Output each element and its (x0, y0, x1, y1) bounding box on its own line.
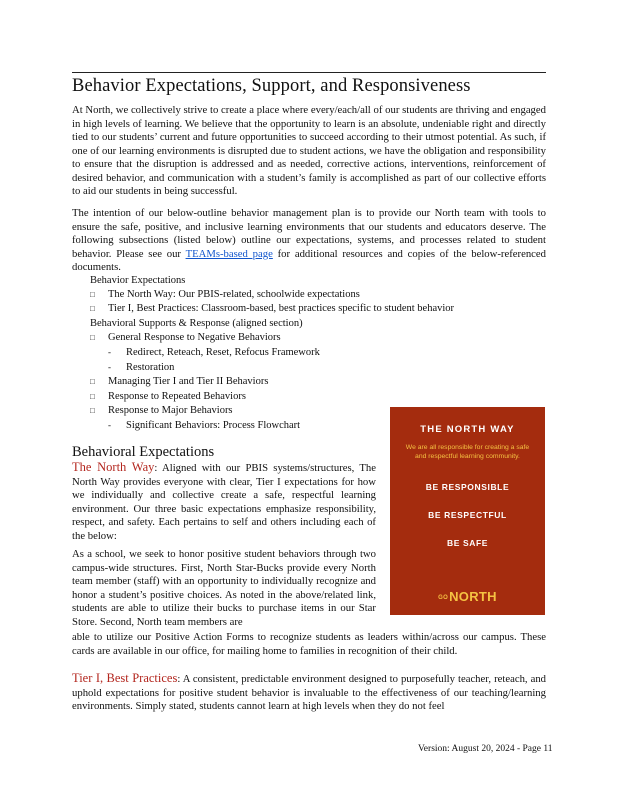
page-title: Behavior Expectations, Support, and Responsiveness (72, 76, 471, 96)
page-footer: Version: August 20, 2024 - Page 11 (418, 744, 553, 754)
outline-item-general-response: □ General Response to Negative Behaviors (90, 331, 454, 345)
outline-sub-significant: - Significant Behaviors: Process Flowchart (90, 418, 454, 433)
go-north-logo (390, 589, 545, 604)
positive-action-paragraph: able to utilize our Positive Action Forms to recognize students as leaders within/across our campus. These cards are available in our office, for mailing home to families in recognition of their child. (72, 631, 546, 657)
outline-item-tier1: □ Tier I, Best Practices: Classroom-based, best practices specific to student behavior (90, 302, 454, 316)
north-way-paragraph (72, 461, 376, 543)
poster-be-responsible: BE RESPONSIBLE (425, 482, 510, 492)
outline-sub-restoration: - Restoration (90, 360, 454, 375)
outline-section-supports: Behavioral Supports & Response (aligned section) (90, 317, 303, 329)
outline-section-expectations: Behavior Expectations (90, 275, 186, 286)
logo-north: NORTH (449, 589, 497, 604)
outline-item-managing: □ Managing Tier I and Tier II Behaviors (90, 375, 454, 389)
north-way-poster (390, 407, 545, 615)
poster-title: THE NORTH WAY (420, 424, 515, 435)
poster-be-respectful: BE RESPECTFUL (428, 510, 507, 520)
header-rule (72, 72, 546, 73)
north-way-text: : Aligned with our PBIS systems/structures, The North Way provides everyone with clear, Tier I expectations for how we individually and collective create a safe, respectful learning environment. Our three basic expectations emphasize responsibility, respect, and safety. Each pertains to self and others including each of the below: (72, 462, 377, 542)
tier1-text: : A consistent, predictable environment designed to purposefully teacher, reteach, and uphold expectations for positive student behavior is invaluable to the effectiveness of our teaching/learning environments. Simply stated, students cannot learn at high levels when they do not feel (72, 673, 547, 712)
behavioral-expectations-heading: Behavioral Expectations (72, 444, 215, 460)
intention-paragraph (72, 207, 546, 275)
poster-be-safe: BE SAFE (446, 538, 489, 548)
tier1-label: Tier I, Best Practices (72, 671, 178, 685)
teams-page-link[interactable]: TEAMs-based page (185, 247, 273, 260)
logo-go: GO (438, 594, 449, 601)
intention-text-start: The intention of our below-outline behavior management plan is to provide our North team with tools to ensure the safe, positive, and inclusive learning environments that our students and educators deserve. The following subsections (listed below) outline our expectations, systems, and processes related to student behavior. Please see our (72, 207, 546, 260)
poster-subtitle: We are all responsible for creating a safe and respectful learning community. (405, 444, 530, 460)
star-bucks-paragraph: As a school, we seek to honor positive student behaviors through two campus-wide structures. First, North Star-Bucks provide every North team member (staff) with an opportunity to individually recognize and honor a student’s positive choices. As noted in the above/related link, students are able to utilize their bucks to purchase items in our Star Store. Second, North team members are (72, 548, 376, 628)
outline-sub-redirect: - Redirect, Reteach, Reset, Refocus Framework (90, 345, 454, 360)
intro-paragraph: At North, we collectively strive to create a place where every/each/all of our students are thriving and engaged in high levels of learning. We believe that the opportunity to learn is an absolute, undeniable right and directly tied to our students’ current and future opportunities to succeed according to their utmost potential. As such, if one of our learning environments is disrupted due to student actions, we have the obligation and responsibility to ensure that the disruption is addressed and as needed, corrective actions, interventions, reinforcement of desired behavior, and communication with a student’s family is accomplished as part of our collective efforts to aid our students in being successful. (72, 104, 546, 197)
north-way-label: The North Way (72, 460, 155, 474)
outline-item-north-way: □ The North Way: Our PBIS-related, schoolwide expectations (90, 288, 454, 302)
tier1-paragraph (72, 672, 546, 714)
outline-item-repeated: □ Response to Repeated Behaviors (90, 390, 454, 404)
intention-text-end: for additional resources and copies of the below-referenced documents. (72, 247, 546, 273)
outline-item-major: □ Response to Major Behaviors (90, 404, 454, 418)
